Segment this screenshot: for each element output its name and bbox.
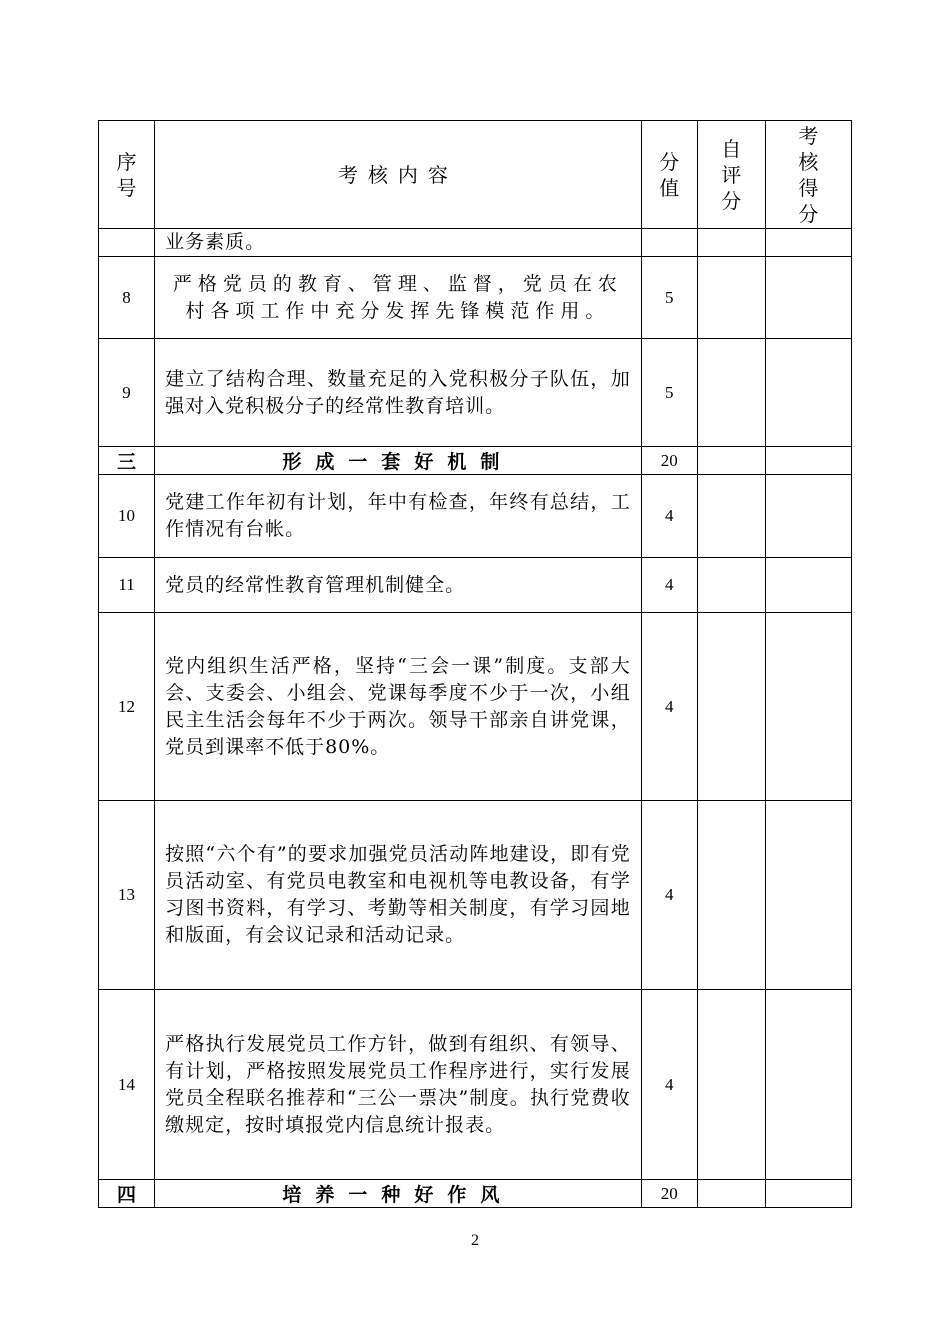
row-seq: 8 bbox=[99, 257, 155, 339]
section-seq: 四 bbox=[99, 1180, 155, 1208]
row-score: 4 bbox=[641, 475, 697, 558]
header-score bbox=[641, 121, 697, 229]
row-content: 严格党员的教育、管理、监督，党员在农村各项工作中充分发挥先锋模范作用。 bbox=[155, 257, 642, 339]
row-assess bbox=[765, 229, 851, 257]
header-row bbox=[99, 121, 852, 229]
row-assess bbox=[765, 990, 851, 1180]
header-content-text: 考核内容 bbox=[337, 162, 458, 187]
row-self-eval bbox=[697, 475, 765, 558]
row-assess bbox=[765, 801, 851, 990]
section-seq: 三 bbox=[99, 447, 155, 475]
row-assess bbox=[765, 613, 851, 801]
row-self-eval bbox=[697, 990, 765, 1180]
row-score: 5 bbox=[641, 339, 697, 447]
header-seq bbox=[99, 121, 155, 229]
section-title: 培养一种好作风 bbox=[155, 1180, 642, 1208]
table-row bbox=[99, 613, 852, 801]
table-row bbox=[99, 475, 852, 558]
row-self-eval bbox=[697, 801, 765, 990]
row-assess bbox=[765, 257, 851, 339]
row-score bbox=[641, 229, 697, 257]
row-self-eval bbox=[697, 257, 765, 339]
table-row bbox=[99, 990, 852, 1180]
section-assess bbox=[765, 447, 851, 475]
header-score-text: 分 值 bbox=[659, 149, 680, 200]
row-seq: 12 bbox=[99, 613, 155, 801]
header-seq-text: 序 号 bbox=[116, 149, 137, 200]
row-score: 4 bbox=[641, 801, 697, 990]
row-assess bbox=[765, 558, 851, 613]
table-row bbox=[99, 229, 852, 257]
row-seq: 13 bbox=[99, 801, 155, 990]
row-content: 党内组织生活严格，坚持“三会一课”制度。支部大会、支委会、小组会、党课每季度不少于一次，小组民主生活会每年不少于两次。领导干部亲自讲党课，党员到课率不低于80%。 bbox=[155, 613, 642, 801]
row-content: 按照“六个有”的要求加强党员活动阵地建设，即有党员活动室、有党员电教室和电视机等电教设备，有学习图书资料，有学习、考勤等相关制度，有学习园地和版面，有会议记录和活动记录。 bbox=[155, 801, 642, 990]
row-content: 党员的经常性教育管理机制健全。 bbox=[155, 558, 642, 613]
row-seq bbox=[99, 229, 155, 257]
row-content: 业务素质。 bbox=[155, 229, 642, 257]
row-content: 严格执行发展党员工作方针，做到有组织、有领导、有计划，严格按照发展党员工作程序进行，实行发展党员全程联名推荐和“三公一票决”制度。执行党费收缴规定，按时填报党内信息统计报表。 bbox=[155, 990, 642, 1180]
section-assess bbox=[765, 1180, 851, 1208]
row-score: 5 bbox=[641, 257, 697, 339]
table-row bbox=[99, 257, 852, 339]
row-assess bbox=[765, 475, 851, 558]
row-self-eval bbox=[697, 229, 765, 257]
row-score: 4 bbox=[641, 558, 697, 613]
row-content: 党建工作年初有计划，年中有检查，年终有总结，工作情况有台帐。 bbox=[155, 475, 642, 558]
section-row bbox=[99, 1180, 852, 1208]
section-row bbox=[99, 447, 852, 475]
row-self-eval bbox=[697, 339, 765, 447]
row-seq: 9 bbox=[99, 339, 155, 447]
row-seq: 14 bbox=[99, 990, 155, 1180]
header-assess-score bbox=[765, 121, 851, 229]
section-score: 20 bbox=[641, 1180, 697, 1208]
row-content: 建立了结构合理、数量充足的入党积极分子队伍，加强对入党积极分子的经常性教育培训。 bbox=[155, 339, 642, 447]
header-assess-score-text: 考 核 得 分 bbox=[798, 123, 819, 226]
row-seq: 10 bbox=[99, 475, 155, 558]
section-title: 形成一套好机制 bbox=[155, 447, 642, 475]
row-assess bbox=[765, 339, 851, 447]
row-score: 4 bbox=[641, 613, 697, 801]
row-self-eval bbox=[697, 558, 765, 613]
row-score: 4 bbox=[641, 990, 697, 1180]
section-self-eval bbox=[697, 447, 765, 475]
header-self-eval bbox=[697, 121, 765, 229]
row-seq: 11 bbox=[99, 558, 155, 613]
header-content bbox=[155, 121, 642, 229]
table-row bbox=[99, 801, 852, 990]
section-self-eval bbox=[697, 1180, 765, 1208]
header-self-eval-text: 自 评 分 bbox=[721, 136, 742, 213]
table-row bbox=[99, 558, 852, 613]
assessment-table bbox=[98, 120, 852, 1208]
row-self-eval bbox=[697, 613, 765, 801]
section-score: 20 bbox=[641, 447, 697, 475]
table-row bbox=[99, 339, 852, 447]
page-number: 2 bbox=[471, 1232, 479, 1249]
